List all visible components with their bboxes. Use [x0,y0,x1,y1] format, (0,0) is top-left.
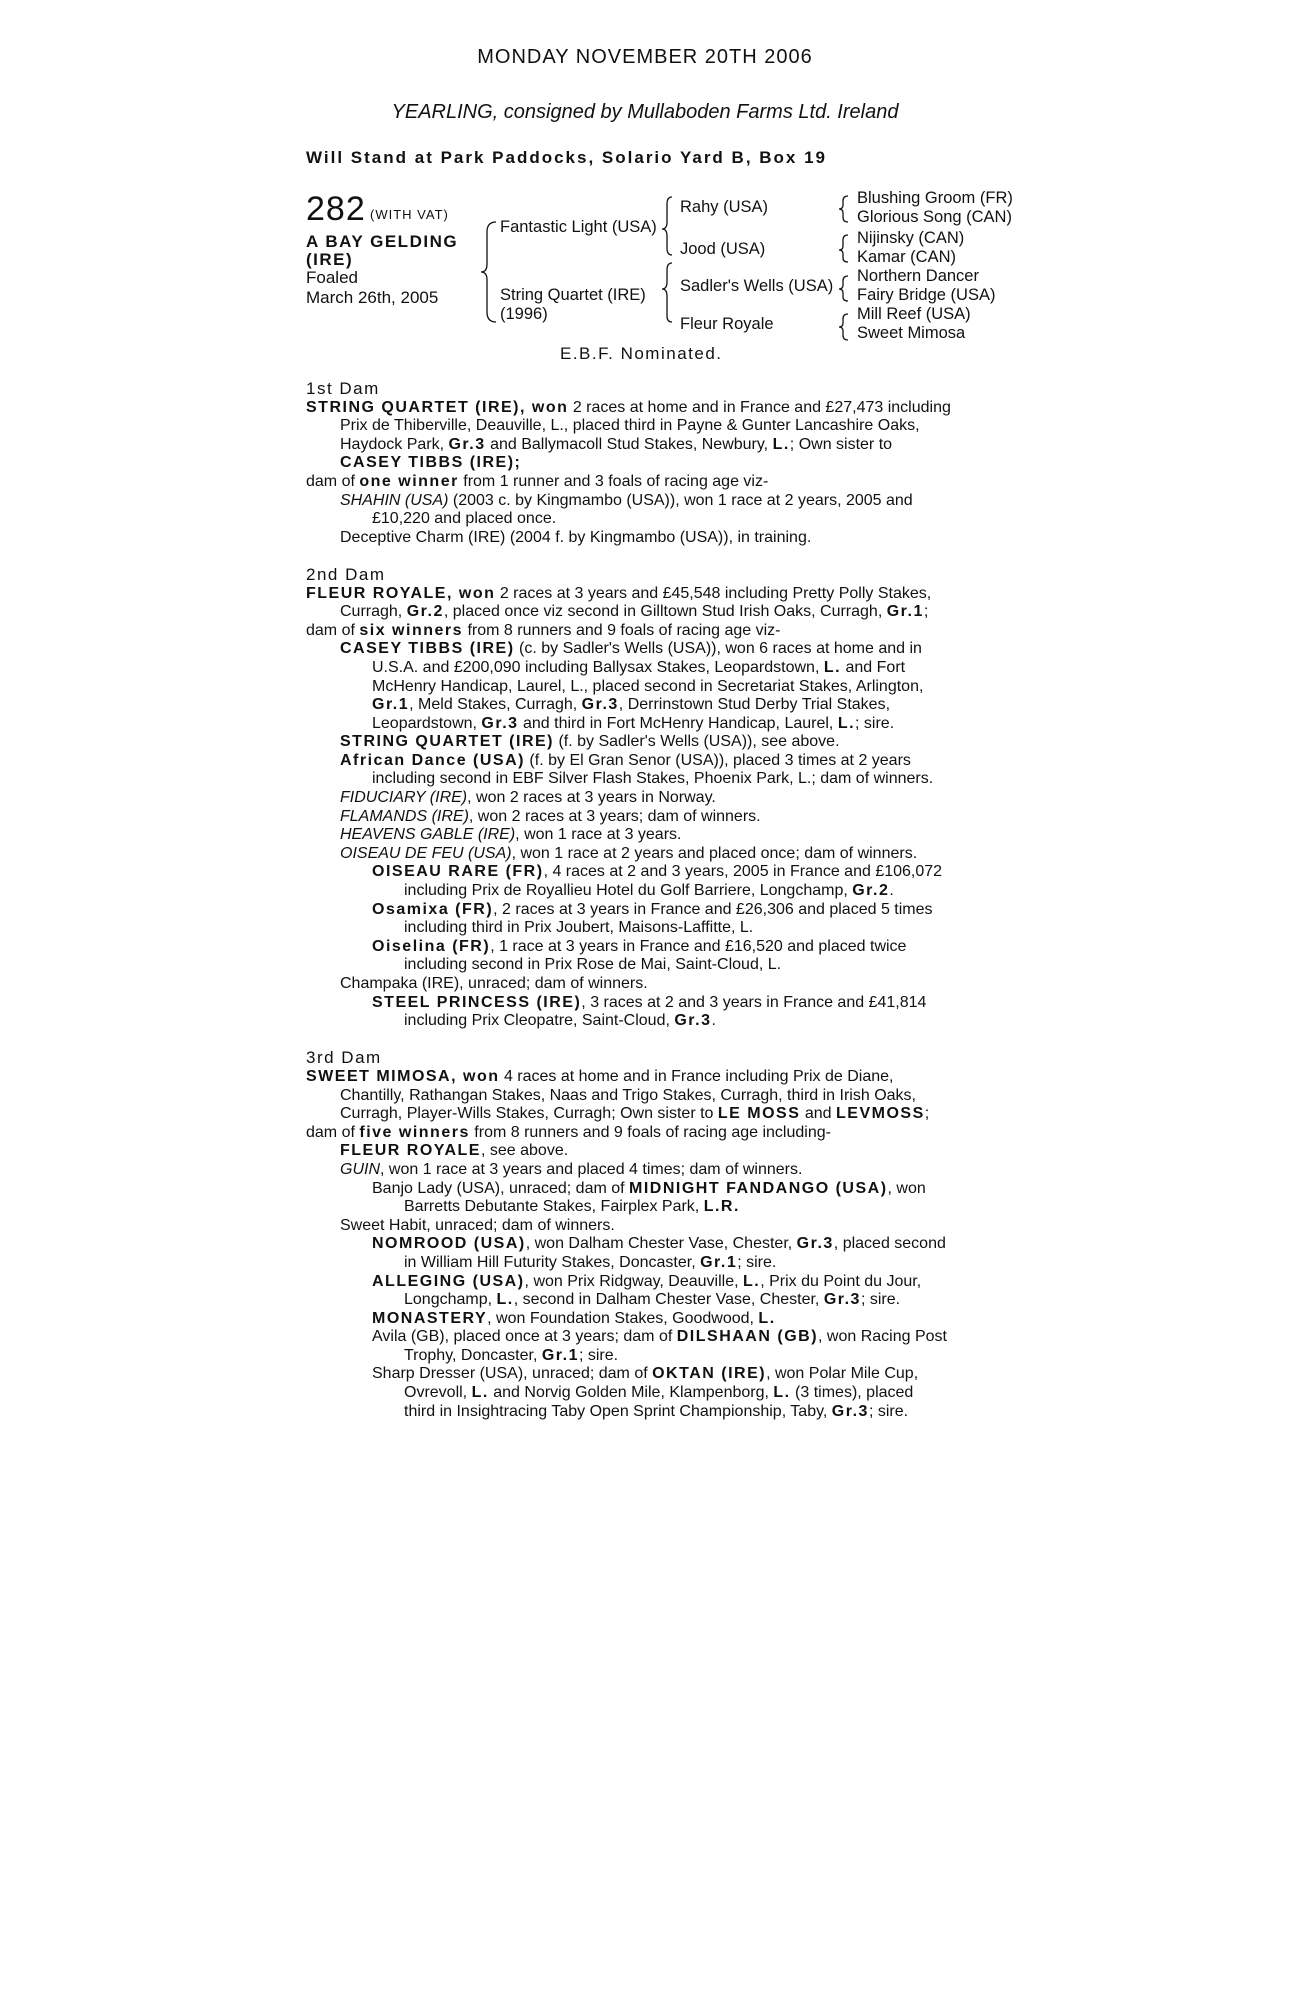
pedigree-sire: Fantastic Light (USA) [500,218,657,236]
second-dam-heading: 2nd Dam [306,564,386,584]
first-dam-heading: 1st Dam [306,379,380,398]
second-dam-line: FIDUCIARY (IRE), won 2 races at 3 years in Norway. [340,789,716,807]
second-dam-line: FLEUR ROYALE, won 2 races at 3 years and £45,548 including Pretty Polly Stakes, [306,584,932,602]
third-dam-line: third in Insightracing Taby Open Sprint Championship, Taby, Gr.3; sire. [404,1402,909,1420]
third-dam-line: in William Hill Futurity Stakes, Doncaster, Gr.1; sire. [404,1253,777,1271]
second-dam-line: including second in Prix Rose de Mai, Saint-Cloud, L. [404,956,782,974]
second-dam-line: OISEAU RARE (FR), 4 races at 2 and 3 years, 2005 in France and £106,072 [372,863,943,881]
second-dam-line: dam of six winners from 8 runners and 9 foals of racing age viz- [306,621,781,639]
third-dam-line: Curragh, Player-Wills Stakes, Curragh; Own sister to LE MOSS and LEVMOSS; [340,1105,930,1123]
foaled-date: March 26th, 2005 [306,288,439,307]
pedigree-dds: Mill Reef (USA) [857,305,971,323]
second-dam-line: including Prix de Royallieu Hotel du Golf Barriere, Longchamp, Gr.2. [404,882,894,900]
lot-number: 282 [306,190,366,228]
pedigree-sdd: Kamar (CAN) [857,248,957,266]
lot-description: A BAY GELDING [306,232,459,251]
second-dam-line: STRING QUARTET (IRE) (f. by Sadler's Wells (USA)), see above. [340,733,840,751]
first-dam-line: SHAHIN (USA) (2003 c. by Kingmambo (USA)), won 1 race at 2 years, 2005 and [340,491,913,509]
sale-date: MONDAY NOVEMBER 20TH 2006 [477,46,813,68]
first-dam-line: CASEY TIBBS (IRE); [340,454,522,472]
third-dam-line: Ovrevoll, L. and Norvig Golden Mile, Klampenborg, L. (3 times), placed [404,1384,914,1402]
produce-record [306,380,1006,1421]
pedigree-sire-sire: Rahy (USA) [680,198,769,216]
third-dam-line: ALLEGING (USA), won Prix Ridgway, Deauville, L., Prix du Point du Jour, [372,1272,922,1290]
third-dam-line: Sweet Habit, unraced; dam of winners. [340,1216,615,1234]
second-dam-line: including second in EBF Silver Flash Stakes, Phoenix Park, L.; dam of winners. [372,770,934,788]
first-dam-line: dam of one winner from 1 runner and 3 foals of racing age viz- [306,472,769,490]
third-dam-line: Chantilly, Rathangan Stakes, Naas and Trigo Stakes, Curragh, third in Irish Oaks, [340,1086,916,1104]
pedigree-dam-year: (1996) [500,305,548,323]
second-dam-line: Curragh, Gr.2, placed once viz second in Gilltown Stud Irish Oaks, Curragh, Gr.1; [340,603,929,621]
third-dam-line: MONASTERY, won Foundation Stakes, Goodwood, L. [372,1309,776,1327]
third-dam-line: Banjo Lady (USA), unraced; dam of MIDNIGHT FANDANGO (USA), won [372,1179,926,1197]
pedigree-sss: Blushing Groom (FR) [857,189,1013,207]
first-dam-line: £10,220 and placed once. [372,510,557,528]
pedigree-sire-dam: Jood (USA) [680,240,766,258]
third-dam-line: dam of five winners from 8 runners and 9 foals of racing age including- [306,1123,831,1141]
third-dam-line: Avila (GB), placed once at 3 years; dam of DILSHAAN (GB), won Racing Post [372,1328,947,1346]
second-dam-line: Osamixa (FR), 2 races at 3 years in France and £26,306 and placed 5 times [372,900,933,918]
third-dam-line: Sharp Dresser (USA), unraced; dam of OKTAN (IRE), won Polar Mile Cup, [372,1365,919,1383]
third-dam-line: FLEUR ROYALE, see above. [340,1142,569,1160]
second-dam-line: U.S.A. and £200,090 including Ballysax Stakes, Leopardstown, L. and Fort [372,658,906,676]
third-dam-line: GUIN, won 1 race at 3 years and placed 4 times; dam of winners. [340,1160,803,1178]
third-dam-line: NOMROOD (USA), won Dalham Chester Vase, Chester, Gr.3, placed second [372,1235,946,1253]
first-dam-line: Prix de Thiberville, Deauville, L., placed third in Payne & Gunter Lancashire Oaks, [340,417,920,435]
second-dam-line: Champaka (IRE), unraced; dam of winners. [340,975,648,992]
consignor-line: YEARLING, consigned by Mullaboden Farms Ltd. Ireland [391,101,899,123]
pedigree-dsd: Fairy Bridge (USA) [857,286,996,304]
second-dam-line: Leopardstown, Gr.3 and third in Fort McHenry Handicap, Laurel, L.; sire. [372,714,895,732]
third-dam-line: SWEET MIMOSA, won 4 races at home and in France including Prix de Diane, [306,1067,894,1085]
foaled-label: Foaled [306,268,358,287]
vat-note: (WITH VAT) [370,207,449,222]
third-dam-heading: 3rd Dam [306,1048,382,1068]
pedigree-dam-sire: Sadler's Wells (USA) [680,277,834,295]
third-dam-line: Barretts Debutante Stakes, Fairplex Park, L.R. [404,1198,740,1216]
lot-country: (IRE) [306,250,354,269]
second-dam-line: including Prix Cleopatre, Saint-Cloud, Gr.3. [404,1012,716,1030]
second-dam-line: FLAMANDS (IRE), won 2 races at 3 years; dam of winners. [340,807,761,825]
pedigree-ddd: Sweet Mimosa [857,324,966,342]
second-dam-line: including third in Prix Joubert, Maisons-Laffitte, L. [404,919,754,937]
pedigree-brackets [0,0,1290,360]
second-dam-line: OISEAU DE FEU (USA), won 1 race at 2 years and placed once; dam of winners. [340,844,918,862]
pedigree-dam-dam: Fleur Royale [680,315,774,333]
pedigree-ssd: Glorious Song (CAN) [857,208,1012,226]
first-dam-line: Haydock Park, Gr.3 and Ballymacoll Stud Stakes, Newbury, L.; Own sister to [340,435,893,453]
third-dam-line: Trophy, Doncaster, Gr.1; sire. [404,1346,619,1364]
second-dam-line: HEAVENS GABLE (IRE), won 1 race at 3 years. [340,826,682,844]
second-dam-line: African Dance (USA) (f. by El Gran Senor (USA)), placed 3 times at 2 years [340,751,911,769]
first-dam-line: STRING QUARTET (IRE), won 2 races at home and in France and £27,473 including [306,398,951,416]
pedigree-dss: Northern Dancer [857,267,979,285]
second-dam-line: McHenry Handicap, Laurel, L., placed second in Secretariat Stakes, Arlington, [372,677,924,695]
pedigree-dam: String Quartet (IRE) [500,286,646,304]
second-dam-line: CASEY TIBBS (IRE) (c. by Sadler's Wells (USA)), won 6 races at home and in [340,640,922,658]
pedigree-sds: Nijinsky (CAN) [857,229,965,247]
third-dam-line: Longchamp, L., second in Dalham Chester Vase, Chester, Gr.3; sire. [404,1291,901,1309]
stabling-location: Will Stand at Park Paddocks, Solario Yard B, Box 19 [306,148,828,167]
second-dam-line: Gr.1, Meld Stakes, Curragh, Gr.3, Derrinstown Stud Derby Trial Stakes, [372,696,891,714]
second-dam-line: Oiselina (FR), 1 race at 3 years in France and £16,520 and placed twice [372,937,907,955]
first-dam-line: Deceptive Charm (IRE) (2004 f. by Kingmambo (USA)), in training. [340,528,812,546]
ebf-nomination: E.B.F. Nominated. [560,344,723,363]
second-dam-line: STEEL PRINCESS (IRE), 3 races at 2 and 3 years in France and £41,814 [372,993,927,1011]
